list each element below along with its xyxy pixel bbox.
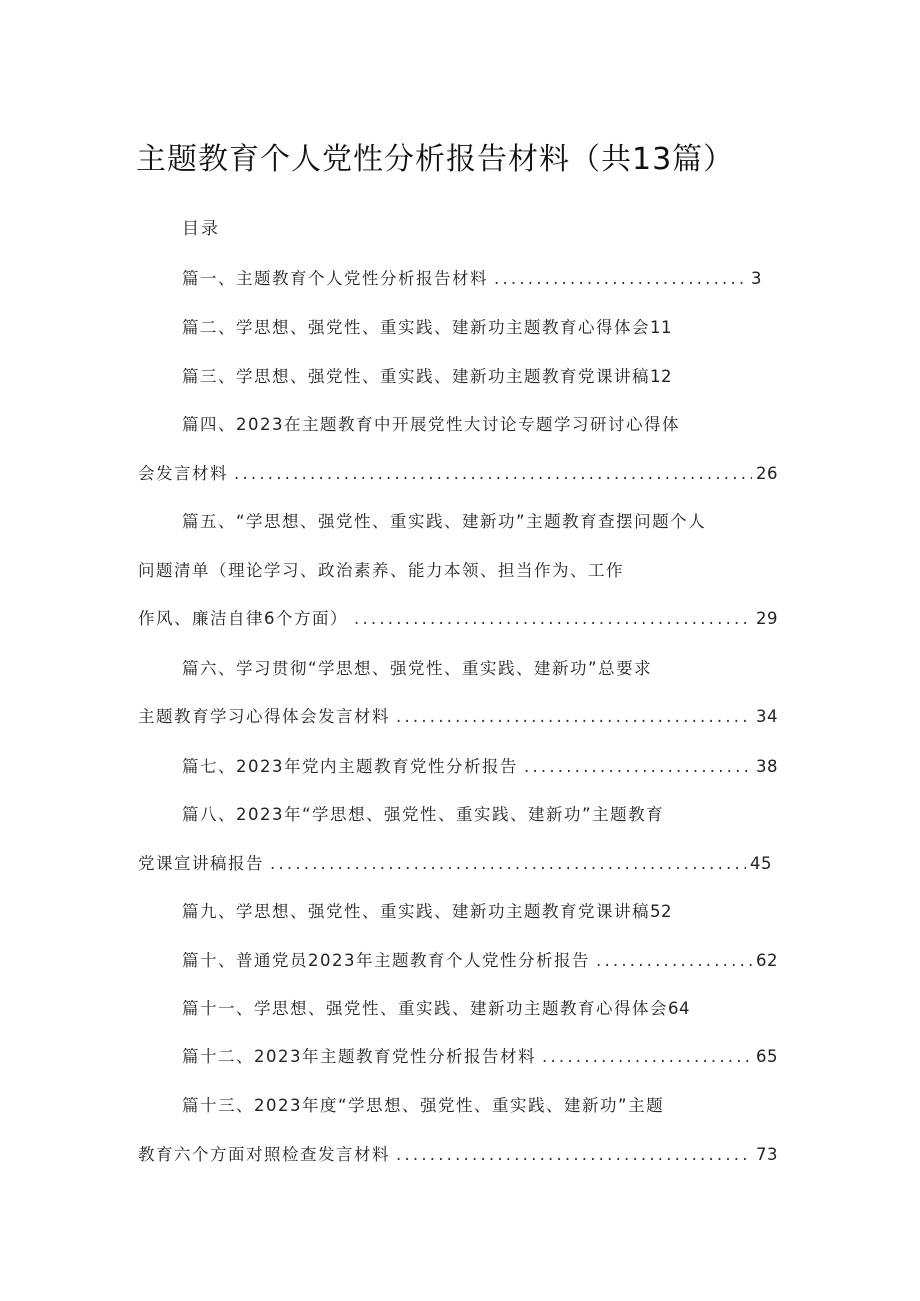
toc-entry-title: 篇二、学思想、强党性、重实践、建新功主题教育心得体会	[182, 318, 650, 337]
toc-entry-5-continuation-2[interactable]	[138, 606, 778, 632]
toc-page-number: 52	[650, 902, 672, 921]
toc-entry-title-continued: 问题清单（理论学习、政治素养、能力本领、担当作为、工作	[138, 561, 624, 580]
toc-entry-8[interactable]	[182, 802, 782, 828]
toc-entry-title: 篇七、2023年党内主题教育党性分析报告	[182, 757, 518, 776]
toc-entry-13[interactable]	[182, 1093, 782, 1119]
toc-entry-title: 篇四、2023在主题教育中开展党性大讨论专题学习研讨心得体	[182, 415, 680, 434]
document-title: 主题教育个人党性分析报告材料（共13篇）	[136, 142, 735, 177]
toc-entry-title: 篇六、学习贯彻“学思想、强党性、重实践、建新功”总要求	[182, 659, 653, 678]
toc-entry-3[interactable]	[182, 364, 782, 390]
toc-page-number: 65	[756, 1047, 778, 1066]
toc-entry-title-continued: 主题教育学习心得体会发言材料	[138, 707, 390, 726]
toc-entry-12[interactable]	[182, 1044, 778, 1070]
toc-leader	[396, 1142, 752, 1168]
toc-page-number: 29	[756, 609, 778, 628]
toc-entry-9[interactable]	[182, 899, 782, 925]
toc-heading: 目录	[182, 219, 220, 239]
toc-leader	[524, 754, 752, 780]
toc-entry-6[interactable]	[182, 656, 782, 682]
toc-entry-title: 篇十一、学思想、强党性、重实践、建新功主题教育心得体会	[182, 999, 668, 1018]
toc-entry-4[interactable]	[182, 412, 782, 438]
toc-entry-7[interactable]	[182, 754, 778, 780]
toc-entry-title: 篇一、主题教育个人党性分析报告材料	[182, 269, 488, 288]
toc-page-number: 73	[756, 1145, 778, 1164]
toc-entry-6-continuation[interactable]	[138, 704, 778, 730]
toc-entry-13-continuation[interactable]	[138, 1142, 778, 1168]
toc-entry-11[interactable]	[182, 996, 792, 1022]
toc-page-number: 12	[650, 367, 672, 386]
toc-entry-title-continued: 会发言材料	[138, 464, 228, 483]
toc-page-number: 34	[756, 707, 778, 726]
toc-entry-5[interactable]	[182, 509, 792, 535]
toc-page-number: 64	[668, 999, 690, 1018]
toc-leader	[396, 704, 752, 730]
toc-entry-title-continued: 作风、廉洁自律6个方面）	[138, 609, 348, 628]
toc-entry-1[interactable]	[182, 266, 762, 292]
toc-entry-title: 篇十、普通党员2023年主题教育个人党性分析报告	[182, 951, 590, 970]
toc-leader	[542, 1044, 752, 1070]
toc-entry-8-continuation[interactable]	[138, 851, 772, 877]
toc-entry-title: 篇八、2023年“学思想、强党性、重实践、建新功”主题教育	[182, 805, 665, 824]
toc-page-number: 38	[756, 757, 778, 776]
toc-entry-title: 篇九、学思想、强党性、重实践、建新功主题教育党课讲稿	[182, 902, 650, 921]
toc-entry-10[interactable]	[182, 948, 778, 974]
toc-leader	[494, 266, 747, 292]
toc-entry-title-continued: 党课宣讲稿报告	[138, 854, 264, 873]
toc-leader	[270, 851, 746, 877]
toc-leader	[596, 948, 752, 974]
toc-page-number: 62	[756, 951, 778, 970]
toc-entry-5-continuation[interactable]	[138, 558, 738, 584]
toc-page-number: 11	[650, 318, 672, 337]
toc-page-number: 45	[750, 854, 772, 873]
toc-entry-title: 篇五、“学思想、强党性、重实践、建新功”主题教育查摆问题个人	[182, 512, 707, 531]
toc-entry-title-continued: 教育六个方面对照检查发言材料	[138, 1145, 390, 1164]
toc-entry-title: 篇十三、2023年度“学思想、强党性、重实践、建新功”主题	[182, 1096, 665, 1115]
toc-entry-title: 篇三、学思想、强党性、重实践、建新功主题教育党课讲稿	[182, 367, 650, 386]
toc-entry-title: 篇十二、2023年主题教育党性分析报告材料	[182, 1047, 536, 1066]
toc-page-number: 3	[751, 269, 762, 288]
toc-entry-2[interactable]	[182, 315, 782, 341]
toc-leader	[354, 606, 752, 632]
toc-leader	[234, 461, 752, 487]
toc-entry-4-continuation[interactable]	[138, 461, 778, 487]
toc-page-number: 26	[756, 464, 778, 483]
